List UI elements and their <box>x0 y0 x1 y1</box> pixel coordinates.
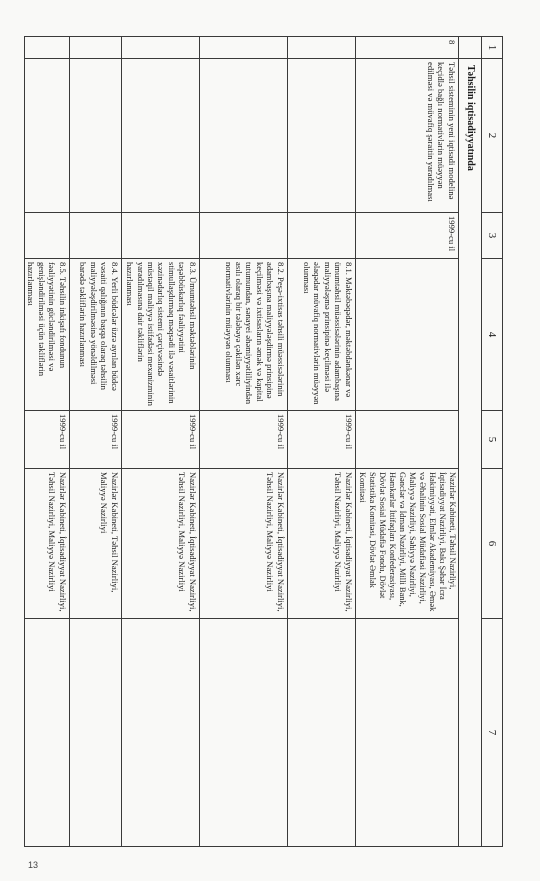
subtask-year: 1999-cu il <box>287 411 355 469</box>
col-header-6: 6 <box>482 469 503 619</box>
section-title: Təhsilin iqtisadiyyatında <box>458 59 481 847</box>
empty-cell <box>355 259 458 411</box>
empty-cell <box>355 619 458 847</box>
col-header-3: 3 <box>482 213 503 259</box>
subtask-text: 8.2. Peşə-ixtisas təhsili müəssisələrinin adambaşına maliyyələşdirmə prinsipinə keçilməsi və ixtisasların əmək və kapital tutumundan, sənayei əhəmiyyətliliyindən asılı olaraq bir tələbəyə çəkilən xərc normativlərinin müəyyən olunması <box>199 259 287 411</box>
col-header-2: 2 <box>482 59 503 213</box>
task-text: Təhsil sisteminin yeni iqtisadi modelinə keçidlə bağlı normativlərin müəyyən edilməsi və müvafiq şəraitin yaradılması <box>355 59 458 213</box>
subtask-text: 8.5. Təhsilin inkişafı fondunun fəaliyyətinin gücləndirilməsi və genişləndirilməsi üçün təkliflərin hazırlanması <box>24 259 69 411</box>
col-header-5: 5 <box>482 411 503 469</box>
subtask-executors: Nazirlər Kabineti, İqtisadiyyat Nazirliyi, Təhsil Nazirliyi, Maliyyə Nazirliyi <box>287 469 355 619</box>
subtask-text: 8.4. Yerli büdcələr üzrə ayrılan büdcə vəsaiti qalığının başqa olaraq təhsilin maliyyələşdirilməsinə yönəldilməsi barədə təkliflərin hazırlanması <box>69 259 121 411</box>
subtask-year: 1999-cu il <box>121 411 199 469</box>
rotated-table-container <box>13 36 503 846</box>
subtask-year: 1999-cu il <box>69 411 121 469</box>
table-row <box>287 37 355 847</box>
empty-cell <box>355 411 458 469</box>
row-number: 8 <box>355 37 458 59</box>
task-year: 1999-cu il <box>355 213 458 259</box>
section-row <box>458 37 481 847</box>
subtask-year: 1999-cu il <box>24 411 69 469</box>
header-row <box>482 37 503 847</box>
col-header-7: 7 <box>482 619 503 847</box>
subtask-executors: Nazirlər Kabineti, İqtisadiyyat Nazirliyi, Təhsil Nazirliyi, Maliyyə Nazirliyi <box>199 469 287 619</box>
col-header-4: 4 <box>482 259 503 411</box>
subtask-year: 1999-cu il <box>199 411 287 469</box>
subtask-text: 8.1. Məktəbəqədər, məktəbdənkənar və ümumtəhsil müəssisələrinin adambaşına maliyyələşmə prinsipinə keçilməsi ilə əlaqədar müvafiq normativlərin müəyyən olunması <box>287 259 355 411</box>
table-row <box>24 37 69 847</box>
table-row <box>69 37 121 847</box>
action-plan-table <box>24 36 503 847</box>
subtask-executors: Nazirlər Kabineti, İqtisadiyyat Nazirliyi, Təhsil Nazirliyi, Maliyyə Nazirliyi <box>24 469 69 619</box>
page-mark: 13 <box>28 860 39 870</box>
subtask-executors: Nazirlər Kabineti, İqtisadiyyat Nazirliyi, Təhsil Nazirliyi, Maliyyə Nazirliyi <box>121 469 199 619</box>
col-header-1: 1 <box>482 37 503 59</box>
subtask-text: 8.3. Ümumtəhsil məktəblərinin təşəbbüskarlıq fəaliyyətini stimullaşdırmaq məqsədi ilə vəsaitlərinin xəzinədarlıq sistemi çərçivəsində müstəqil maliyyə istifadəsi mexanizminin yaradılmasına dair təkliflərin hazırlanması <box>121 259 199 411</box>
table-row <box>121 37 199 847</box>
main-executors: Nazirlər Kabineti, Təhsil Nazirliyi, İqtisadiyyat Nazirliyi, Bakı Şəhər İcra Hakimiyyəti, Elmlər Akademiyası, Əmək və Əhalinin Sosial Müdafiəsi Nazirliyi, Maliyyə Nazirliyi, Səhiyyə Nazirliyi, Gənclər və İdman Nazirliyi, Milli Bank, Həmkarlar İttifaqları Konfederasiyası, Dövlət Sosial Müdafiə Fondu, Dövlət Statistika Komitəsi, Dövlət Əmlak Komitəsi <box>355 469 458 619</box>
subtask-executors: Nazirlər Kabineti, Təhsil Nazirliyi, Maliyyə Nazirliyi <box>69 469 121 619</box>
table-row <box>355 37 458 847</box>
table-row <box>199 37 287 847</box>
